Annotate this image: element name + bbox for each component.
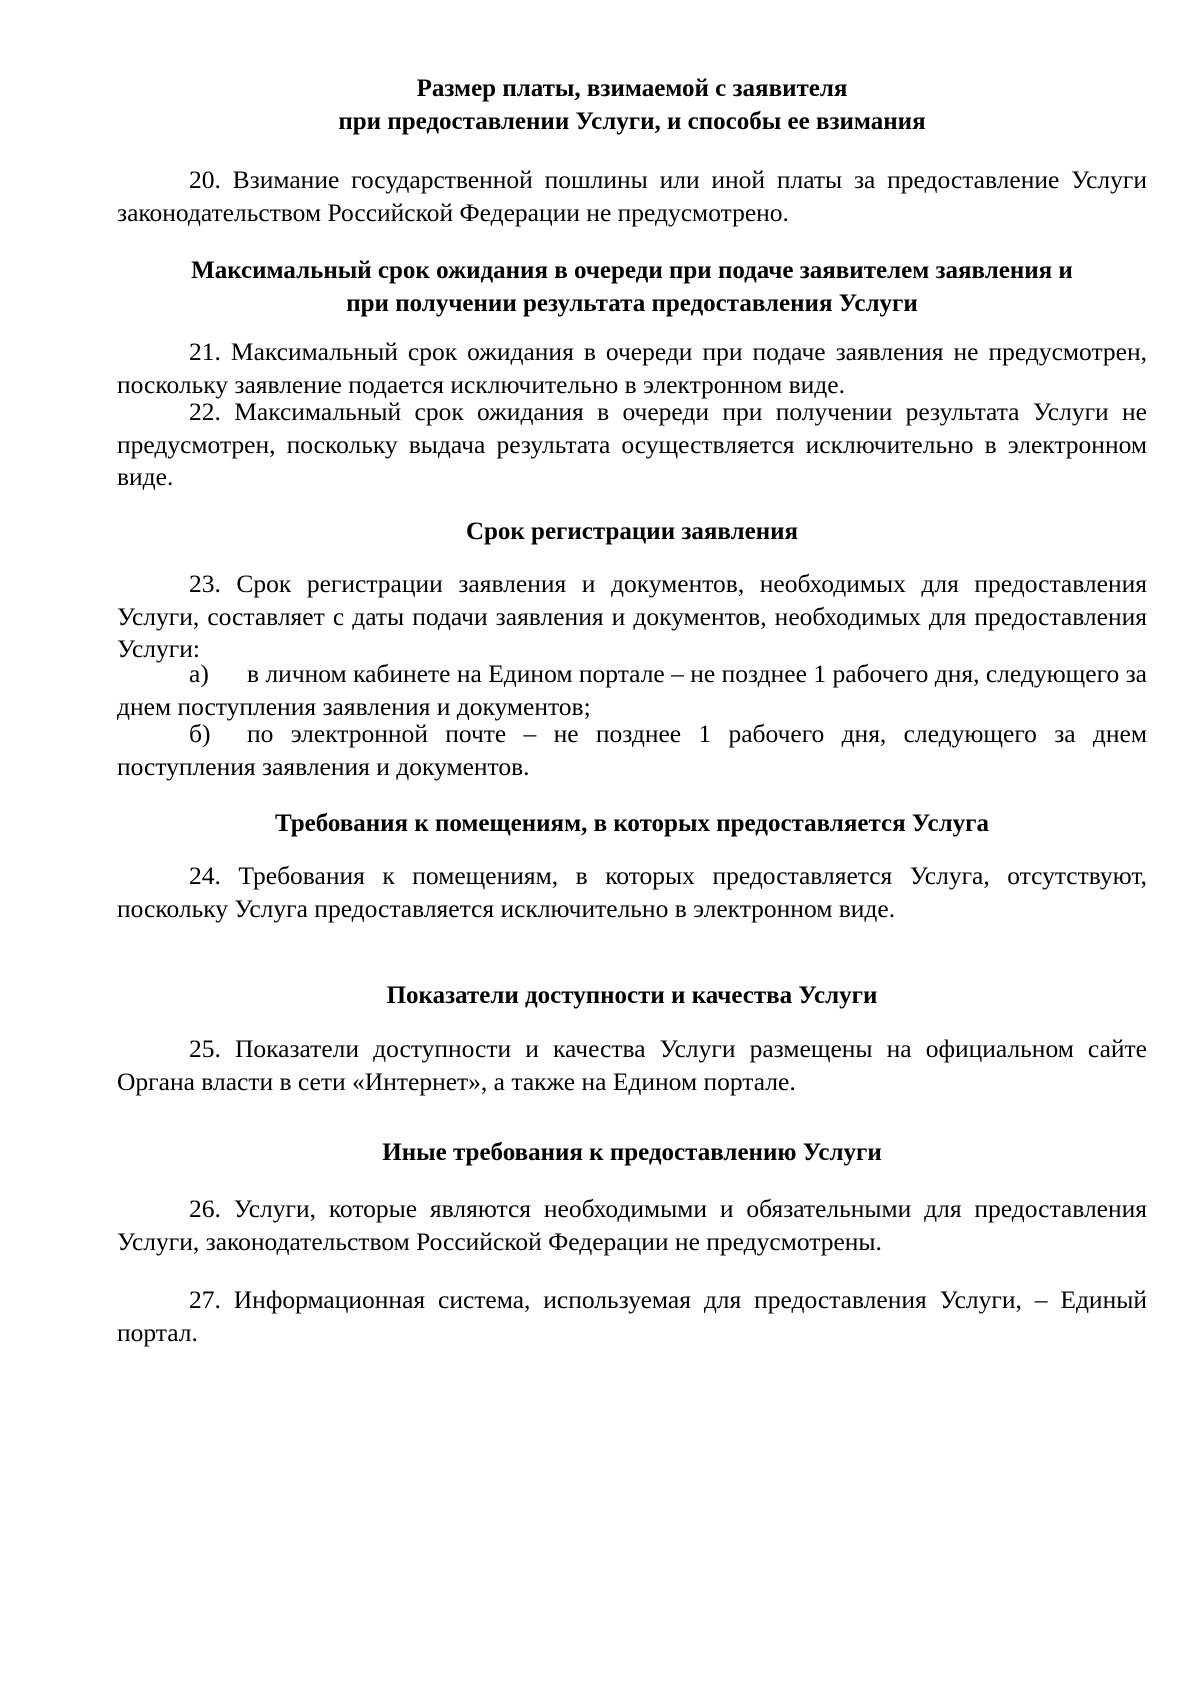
paragraph-text: Максимальный срок ожидания в очереди при получении результата Услуги не предусмотрен, поскольку выдача результата осуществляется исключительно в электронном виде. bbox=[117, 397, 1147, 491]
paragraph-text: Информационная система, используемая для предоставления Услуги, – Единый портал. bbox=[117, 1285, 1148, 1347]
paragraph-20 bbox=[117, 164, 1147, 229]
heading-line: при получении результата предоставления Услуги bbox=[346, 290, 918, 317]
paragraph-text: Показатели доступности и качества Услуги размещены на официальном сайте Органа власти в сети «Интернет», а также на Едином портале. bbox=[117, 1034, 1147, 1096]
paragraph-text: Взимание государственной пошлины или иной платы за предоставление Услуги законодательством Российской Федерации не предусмотрено. bbox=[117, 165, 1147, 227]
section-heading-payment bbox=[117, 72, 1147, 138]
paragraph-number: 20. bbox=[189, 165, 221, 194]
subitem-letter: а) bbox=[189, 659, 209, 688]
paragraph-27 bbox=[117, 1284, 1147, 1349]
paragraph-text: Требования к помещениям, в которых предоставляется Услуга, отсутствуют, поскольку Услуга предоставляется исключительно в электронном виде. bbox=[117, 861, 1148, 923]
paragraph-number: 25. bbox=[189, 1034, 221, 1063]
subitem-b bbox=[117, 718, 1147, 783]
paragraph-26 bbox=[117, 1193, 1147, 1258]
subitem-text: в личном кабинете на Едином портале – не позднее 1 рабочего дня, следующего за днем поступления заявления и документов; bbox=[117, 659, 1147, 721]
heading-line: при предоставлении Услуги, и способы ее взимания bbox=[338, 108, 926, 135]
paragraph-25 bbox=[117, 1033, 1147, 1098]
heading-line: Срок регистрации заявления bbox=[465, 518, 799, 545]
paragraph-number: 21. bbox=[189, 337, 221, 366]
paragraph-number: 24. bbox=[189, 861, 221, 890]
paragraph-22 bbox=[117, 396, 1147, 494]
section-heading-registration bbox=[117, 515, 1147, 548]
paragraph-text: Услуги, которые являются необходимыми и обязательными для предоставления Услуги, законодательством Российской Федерации не предусмотрены. bbox=[117, 1194, 1148, 1256]
paragraph-21 bbox=[117, 336, 1147, 401]
section-heading-quality bbox=[117, 979, 1147, 1012]
paragraph-number: 27. bbox=[189, 1285, 221, 1314]
subitem-text: по электронной почте – не позднее 1 рабочего дня, следующего за днем поступления заявления и документов. bbox=[117, 719, 1147, 781]
paragraph-text: Срок регистрации заявления и документов, необходимых для предоставления Услуги, составляет с даты подачи заявления и документов, необходимых для предоставления Услуги: bbox=[117, 569, 1148, 663]
section-heading-other bbox=[117, 1136, 1147, 1169]
heading-line: Показатели доступности и качества Услуги bbox=[386, 982, 878, 1009]
subitem-a bbox=[117, 658, 1147, 723]
paragraph-text: Максимальный срок ожидания в очереди при подаче заявления не предусмотрен, поскольку заявление подается исключительно в электронном виде. bbox=[117, 337, 1147, 399]
section-heading-queue bbox=[117, 254, 1147, 320]
paragraph-number: 23. bbox=[189, 569, 221, 598]
paragraph-24 bbox=[117, 860, 1147, 925]
subitem-letter: б) bbox=[189, 719, 211, 748]
paragraph-number: 26. bbox=[189, 1194, 221, 1223]
heading-line: Требования к помещениям, в которых предоставляется Услуга bbox=[274, 810, 990, 837]
heading-line: Иные требования к предоставлению Услуги bbox=[382, 1139, 882, 1166]
heading-line: Размер платы, взимаемой с заявителя bbox=[416, 75, 848, 102]
section-heading-premises bbox=[117, 807, 1147, 840]
paragraph-number: 22. bbox=[189, 397, 221, 426]
heading-line: Максимальный срок ожидания в очереди при подаче заявителем заявления и bbox=[191, 257, 1073, 284]
paragraph-23 bbox=[117, 568, 1147, 666]
